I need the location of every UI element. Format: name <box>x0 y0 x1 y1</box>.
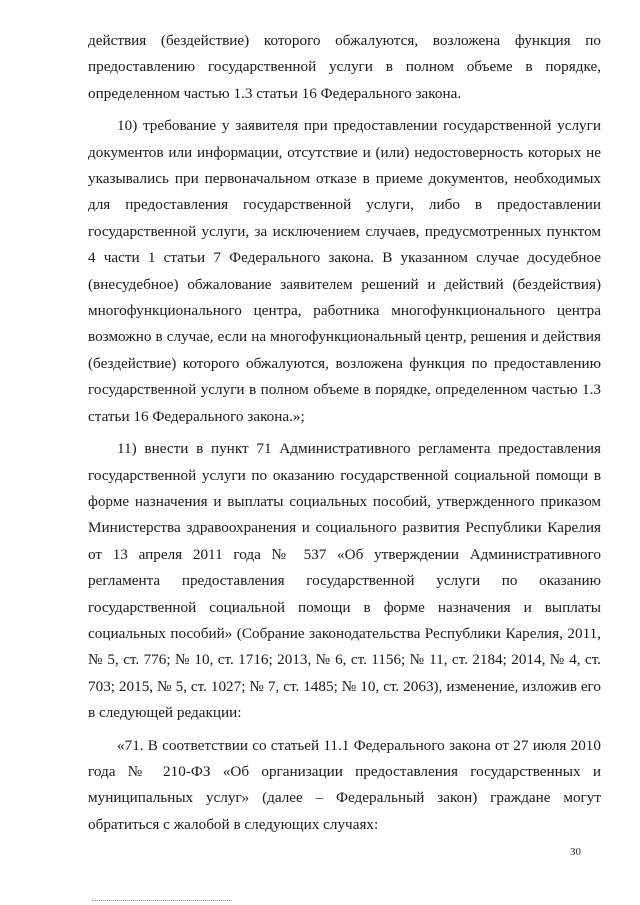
paragraph-clause-71: «71. В соответствии со статьей 11.1 Федерального закона от 27 июля 2010 года № 210-ФЗ «Об организации предоставления государственных и муниципальных услуг» (далее – Федеральный закон) граждане могут обратиться с жалобой в следующих случаях: <box>88 736 601 833</box>
paragraph-continuation: действия (бездействие) которого обжалуются, возложена функция по предоставлению государственной услуги в полном объеме в порядке, определенном частью 1.3 статьи 16 Федерального закона. <box>88 32 601 102</box>
bottom-scan-artifact <box>92 900 232 901</box>
page-number: 30 <box>570 846 581 858</box>
document-body <box>88 28 601 838</box>
paragraph-item-10: 10) требование у заявителя при предоставлении государственной услуги документов или информации, отсутствие и (или) недостоверность которых не указывались при первоначальном отказе в приеме документов, необходимых для предоставления государственной услуги, либо в предоставлении государственной услуги, за исключением случаев, предусмотренных пунктом 4 части 1 статьи 7 Федерального закона. В указанном случае досудебное (внесудебное) обжалование заявителем решений и действий (бездействия) многофункционального центра, работника многофункционального центра возможно в случае, если на многофункциональный центр, решения и действия (бездействие) которого обжалуются, возложена функция по предоставлению государственной услуги в полном объеме в порядке, определенном частью 1.3 статьи 16 Федерального закона.»; <box>88 117 601 425</box>
paragraph-item-11: 11) внести в пункт 71 Административного регламента предоставления государственной услуги по оказанию государственной социальной помощи в форме назначения и выплаты социальных пособий, утвержденного приказом Министерства здравоохранения и социального развития Республики Карелия от 13 апреля 2011 года № 537 «Об утверждении Административного регламента предоставления государственной услуги по оказанию государственной социальной помощи в форме назначения и выплаты социальных пособий» (Собрание законодательства Республики Карелия, 2011, № 5, ст. 776; № 10, ст. 1716; 2013, № 6, ст. 1156; № 11, ст. 2184; 2014, № 4, ст. 703; 2015, № 5, ст. 1027; № 7, ст. 1485; № 10, ст. 2063), изменение, изложив его в следующей редакции: <box>88 440 601 722</box>
